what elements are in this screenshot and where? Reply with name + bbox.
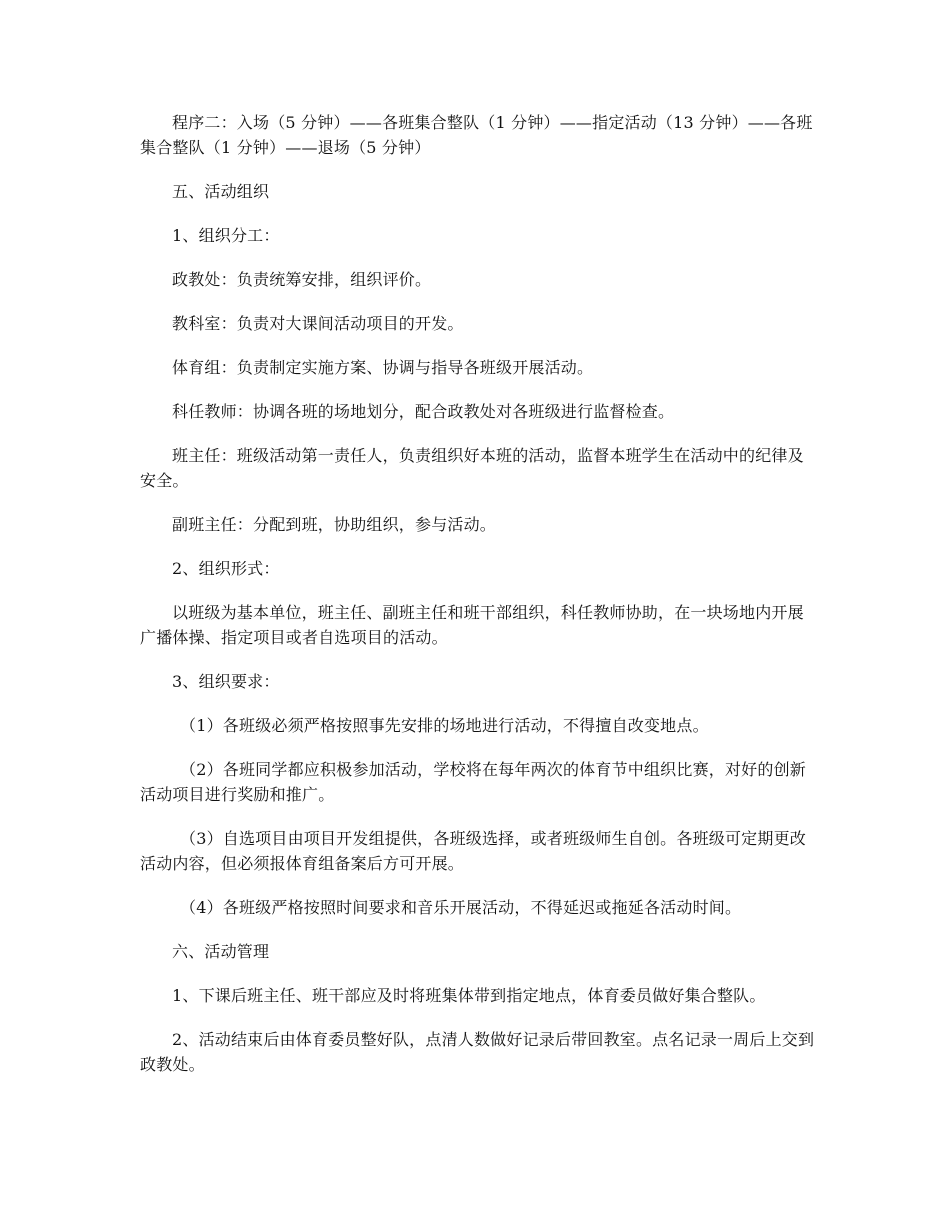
paragraph-requirement-3: （3）自选项目由项目开发组提供，各班级选择，或者班级师生自创。各班级可定期更改活动内容，但必须报体育组备案后方可开展。	[140, 829, 806, 873]
subheading-organization-requirements: 3、组织要求：	[172, 672, 280, 691]
paragraph-management-1: 1、下课后班主任、班干部应及时将班集体带到指定地点，体育委员做好集合整队。	[172, 986, 766, 1005]
paragraph-political-office: 政教处：负责统筹安排，组织评价。	[172, 270, 432, 289]
paragraph-organization-form: 以班级为基本单位，班主任、副班主任和班干部组织，科任教师协助，在一块场地内开展广播体操、指定项目或者自选项目的活动。	[140, 603, 804, 647]
paragraph-subject-teachers: 科任教师：协调各班的场地划分，配合政教处对各班级进行监督检查。	[172, 402, 675, 421]
heading-activity-management: 六、活动管理	[172, 942, 270, 961]
paragraph-pe-group: 体育组：负责制定实施方案、协调与指导各班级开展活动。	[172, 358, 594, 377]
paragraph-head-teacher: 班主任：班级活动第一责任人，负责组织好本班的活动，监督本班学生在活动中的纪律及安全。	[140, 446, 804, 490]
subheading-organization-form: 2、组织形式：	[172, 559, 280, 578]
paragraph-requirement-4: （4）各班级严格按照时间要求和音乐开展活动，不得延迟或拖延各活动时间。	[180, 898, 742, 917]
paragraph-program-two: 程序二：入场（5 分钟）——各班集合整队（1 分钟）——指定活动（13 分钟）——各班集合整队（1 分钟）——退场（5 分钟）	[140, 113, 813, 157]
paragraph-deputy-head-teacher: 副班主任：分配到班，协助组织，参与活动。	[172, 515, 497, 534]
heading-activity-organization: 五、活动组织	[172, 182, 270, 201]
paragraph-management-2: 2、活动结束后由体育委员整好队，点清人数做好记录后带回教室。点名记录一周后上交到政教处。	[140, 1030, 815, 1074]
document-body	[140, 110, 815, 1096]
paragraph-requirement-1: （1）各班级必须严格按照事先安排的场地进行活动，不得擅自改变地点。	[180, 716, 709, 735]
subheading-division-of-work: 1、组织分工：	[172, 226, 280, 245]
paragraph-research-office: 教科室：负责对大课间活动项目的开发。	[172, 314, 464, 333]
paragraph-requirement-2: （2）各班同学都应积极参加活动，学校将在每年两次的体育节中组织比赛，对好的创新活动项目进行奖励和推广。	[140, 760, 806, 804]
